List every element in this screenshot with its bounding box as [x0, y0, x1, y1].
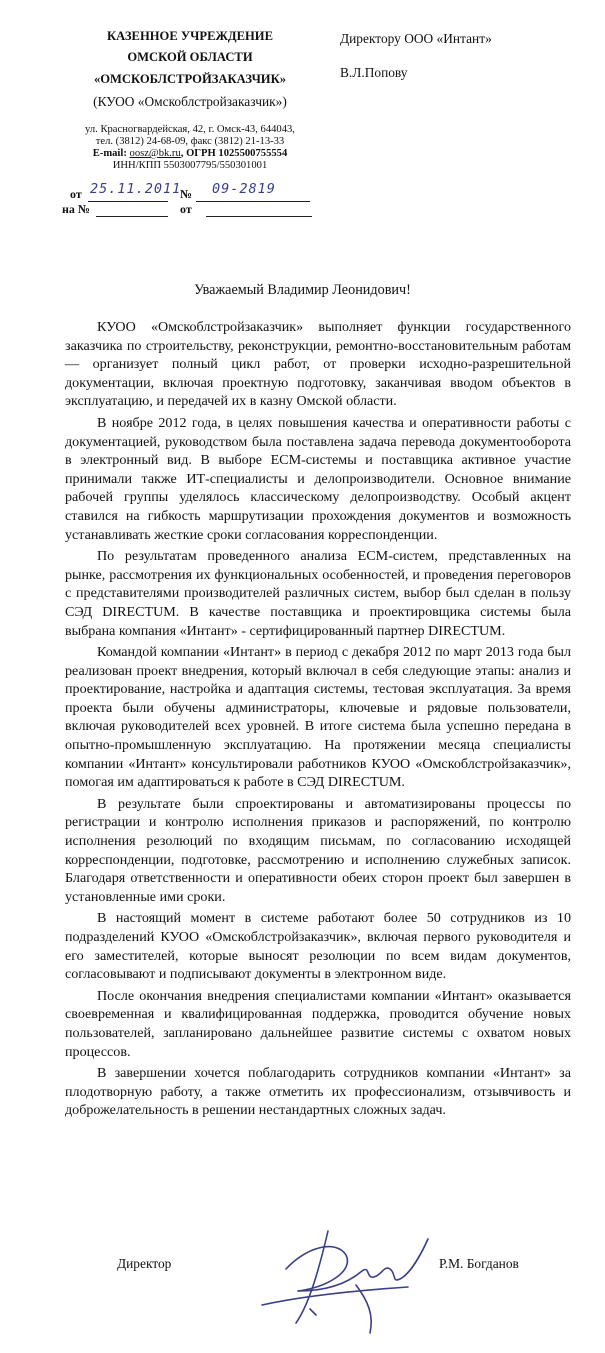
recipient-position: Директору ООО «Интант»: [340, 31, 492, 46]
org-name-line2: ОМСКОЙ ОБЛАСТИ: [127, 50, 253, 64]
signer-name: Р.М. Богданов: [439, 1256, 519, 1271]
email-link[interactable]: oosz@bk.ru: [129, 148, 181, 159]
paragraph: По результатам проведенного анализа ЕСМ-систем, представленных на рынке, рассмотрения их функциональных особенностей, и проведения переговоров с представителями производителей различных систем, выбор был сделан в пользу СЭД DIRECTUM. В качестве поставщика и проектировщика системы была выбрана компания «Интант» - сертифицированный партнер DIRECTUM.: [65, 548, 571, 639]
org-short-name: (КУОО «Омскоблстройзаказчик»): [93, 94, 287, 109]
handwritten-signature: [258, 1225, 433, 1335]
org-inn: ИНН/КПП 5503007795/550301001: [112, 160, 268, 171]
paragraph: После окончания внедрения специалистами компании «Интант» оказывается своевременная и квалифицированная поддержка, проводится обучение новых пользователей, запланировано дальнейшее развитие системы с охватом новых процессов.: [65, 987, 571, 1060]
reply-number-label: на №: [62, 202, 90, 216]
org-phones: тел. (3812) 24-68-09, факс (3812) 21-13-33: [95, 136, 285, 147]
paragraph: В настоящий момент в системе работают более 50 сотрудников из 10 подразделений КУОО «Омскоблстройзаказчик», включая первого руководителя и его заместителей, которые выносят резолюции по всем видам документов, согласовывают и подписывают документы в электронном виде.: [65, 910, 571, 983]
reg-date-label: от: [70, 187, 82, 201]
ogrn: , ОГРН 1025500755554: [180, 148, 288, 159]
email-label: E-mail:: [92, 148, 127, 159]
org-email-line: [62, 148, 318, 159]
reply-number-line: [96, 203, 168, 217]
signer-position: Директор: [117, 1256, 172, 1271]
reg-number-handwritten: 09-2819: [212, 181, 276, 197]
paragraph: Командой компании «Интант» в период с декабря 2012 по март 2013 года был реализован проект внедрения, который включал в себя следующие этапы: анализ и проектирование, настройка и адаптация системы, тестовая эксплуатация. За время проекта были обучены администраторы, ключевые и рядовые пользователи, включая руководителей всех уровней. В итоге система была успешно передана в опытно-промышленную эксплуатацию. На протяжении месяца специалисты компании «Интант» консультировали работников КУОО «Омскоблстройзаказчик», помогая им адаптироваться к работе в СЭД DIRECTUM.: [65, 644, 571, 791]
paragraph: В ноябре 2012 года, в целях повышения качества и оперативности работы с документацией, руководством была поставлена задача перевода документооборота в электронный вид. В выборе ЕСМ-системы и поставщика активное участие принимали также ИТ-специалисты и делопроизводители. Основное внимание рабочей группы уделялось классическому делопроизводству. Особый акцент ставился на гибкость маршрутизации прохождения документов и возможность устанавливать жесткие сроки согласования корреспонденции.: [65, 414, 571, 543]
recipient-name: В.Л.Попову: [340, 65, 408, 80]
reg-number-label: №: [180, 187, 193, 201]
reply-date-line: [206, 203, 312, 217]
paragraph: В результате были спроектированы и автоматизированы процессы по регистрации и контролю исполнения приказов и распоряжений, по контролю исполнения резолюций по входящим письмам, по согласованию исходящей корреспонденции, подготовке, рассмотрению и исполнению служебных записок. Благодаря ответственности и оперативности обеих сторон проект был завершен в установленные ими сроки.: [65, 795, 571, 905]
salutation: Уважаемый Владимир Леонидович!: [194, 282, 411, 298]
reg-date-handwritten: 25.11.2011: [90, 181, 182, 197]
paragraph: КУОО «Омскоблстройзаказчик» выполняет функции государственного заказчика по строительству, реконструкции, ремонтно-восстановительным работам — организует полный цикл работ, от проверки исходно-разрешительной документации, включая проектную подготовку, заканчивая вводом объектов в эксплуатацию, и передачей их в казну Омской области.: [65, 319, 571, 410]
org-name-line1: КАЗЕННОЕ УЧРЕЖДЕНИЕ: [107, 29, 273, 43]
letter-body: [65, 318, 571, 1123]
org-name-line3: «ОМСКОБЛСТРОЙЗАКАЗЧИК»: [93, 72, 287, 86]
reply-date-label: от: [180, 202, 192, 216]
org-address: ул. Красногвардейская, 42, г. Омск-43, 644043,: [85, 124, 295, 135]
paragraph: В завершении хочется поблагодарить сотрудников компании «Интант» за плодотворную работу, а также отметить их профессионализм, отзывчивость и доброжелательность в решении нестандартных сложных задач.: [65, 1065, 571, 1119]
